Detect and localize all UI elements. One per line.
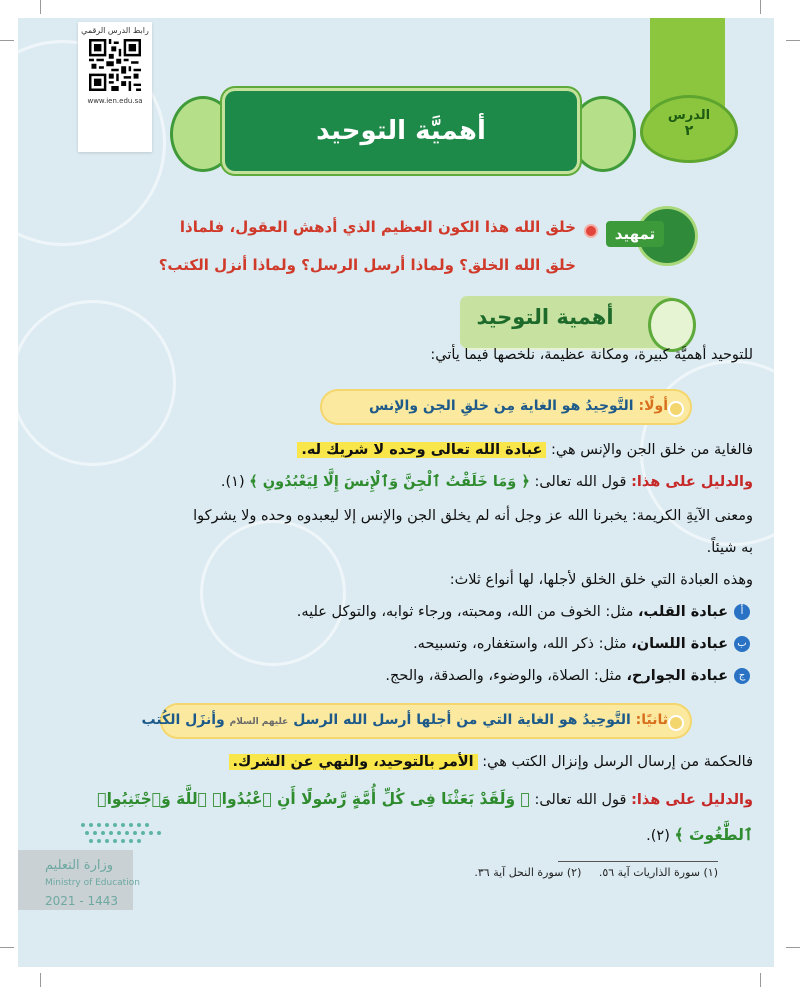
footnotes <box>474 866 718 879</box>
intro-question-line2: خلق الله الخلق؟ ولماذا أرسل الرسل؟ ولماذا أنزل الكتب؟ <box>158 256 576 274</box>
highlighted-text: عبادة الله تعالى وحده لا شريك له. <box>297 442 546 458</box>
footnote-ref: (١). <box>220 474 245 490</box>
qr-code-card[interactable] <box>78 22 152 152</box>
section-lead: للتوحيد أهميَّة كبيرة، ومكانة عظيمة، نلخصها فيما يأتي: <box>430 347 753 363</box>
point-two-text: التَّوحِيدُ هو الغاية التي من أجلها أرسل الله الرسل <box>293 712 631 728</box>
list-text: مثل: الصلاة، والوضوء، والصدقة، والحج. <box>385 668 622 684</box>
evidence-intro: قول الله تعالى: <box>534 792 627 808</box>
point-one-meaning-line2: به شيئاً. <box>706 540 753 556</box>
list-term: عبادة اللسان، <box>631 636 728 652</box>
qr-url[interactable]: www.ien.edu.sa <box>87 97 143 105</box>
background-ornament <box>200 520 346 666</box>
point-one-evidence <box>221 474 753 490</box>
crop-mark <box>40 973 41 987</box>
lesson-label: الدرس <box>667 108 711 123</box>
point-one-meaning-line1: ومعنى الآيةِ الكريمة: يخبرنا الله عز وجل أنه لم يخلق الجن والإنس إلا ليعبدوه وحده ولا يشركوا <box>193 508 753 524</box>
lesson-badge <box>640 95 738 163</box>
quran-verse: ﴿ وَلَقَدْ بَعَثْنَا فِى كُلِّ أُمَّةٍ رَّسُولًا أَنِ ٱعْبُدُوا۟ ٱللَّهَ وَٱجْتَنِبُوا۟ <box>97 790 530 808</box>
crop-mark <box>0 40 14 41</box>
point-two-evidence-line2 <box>646 826 753 844</box>
section-ornament-icon <box>648 298 696 352</box>
point-one-title <box>369 398 668 414</box>
evidence-intro: قول الله تعالى: <box>534 474 627 490</box>
list-item <box>297 604 750 620</box>
evidence-label: والدليل على هذا: <box>631 792 753 808</box>
qr-code-icon <box>89 39 141 91</box>
point-two-evidence <box>97 790 753 808</box>
banner-dot-icon <box>668 715 684 731</box>
list-item <box>413 636 750 652</box>
list-term: عبادة القلب، <box>638 604 728 620</box>
crop-mark <box>760 973 761 987</box>
list-term: عبادة الجوارح، <box>626 668 728 684</box>
point-one-paragraph-1 <box>297 442 753 458</box>
footnote-2: (٢) سورة النحل آية ٣٦. <box>474 866 582 879</box>
list-number-icon: ب <box>734 636 750 652</box>
footnote-1: (١) سورة الذاريات آية ٥٦. <box>598 866 718 879</box>
intro-label: تمهيد <box>606 221 664 247</box>
qr-caption: رابط الدرس الرقمي <box>81 26 149 35</box>
ministry-name-arabic: وزارة التعليم <box>45 858 114 873</box>
bullet-dot-icon <box>584 224 598 238</box>
honorific: عليهم السلام <box>229 717 289 727</box>
crop-mark <box>760 0 761 14</box>
ministry-year: 2021 - 1443 <box>45 894 119 908</box>
title-ornament-right-icon <box>570 96 636 172</box>
point-one-prefix: أولًا: <box>638 398 668 414</box>
list-text: مثل: ذكر الله، واستغفاره، وتسبيحه. <box>413 636 627 652</box>
point-two-title <box>142 712 668 728</box>
crop-mark <box>0 947 14 948</box>
point-two-text-end: وأنزَل الكُتب <box>141 712 225 728</box>
text-plain: فالغاية من خلق الجن والإنس هي: <box>551 442 753 458</box>
point-one-types-lead: وهذه العبادة التي خلق الخلق لأجلها، لها أنواع ثلاث: <box>449 572 753 588</box>
point-one-text: التَّوحِيدُ هو الغاية مِن خلقِ الجن والإنس <box>369 398 634 414</box>
intro-question-line1: خلق الله هذا الكون العظيم الذي أدهش العقول، فلماذا <box>179 218 576 236</box>
list-number-icon: ج <box>734 668 750 684</box>
background-ornament <box>10 300 176 466</box>
point-two-paragraph-1 <box>229 754 753 770</box>
list-number-icon: أ <box>734 604 750 620</box>
quran-verse: ﴿ وَمَا خَلَقْتُ ٱلْجِنَّ وَٱلْإِنسَ إِلَّا لِيَعْبُدُونِ ﴾ <box>249 474 530 490</box>
point-two-prefix: ثانيًا: <box>635 712 668 728</box>
crop-mark <box>786 40 800 41</box>
ministry-name-english: Ministry of Education <box>45 878 140 888</box>
evidence-label: والدليل على هذا: <box>631 474 753 490</box>
banner-dot-icon <box>668 401 684 417</box>
footnote-ref: (٢). <box>646 828 670 844</box>
ministry-dots-icon <box>78 820 173 848</box>
footnote-divider <box>558 861 718 862</box>
crop-mark <box>40 0 41 14</box>
section-title: أهمية التوحيد <box>476 305 614 329</box>
quran-verse: ٱلطَّٰغُوتَ ﴾ <box>674 826 753 844</box>
list-text: مثل: الخوف من الله، ومحبته، ورجاء ثوابه، والتوكل عليه. <box>296 604 634 620</box>
lesson-title: أهميَّة التوحيد <box>225 91 577 171</box>
text-plain: فالحكمة من إرسال الرسل وإنزال الكتب هي: <box>482 754 753 770</box>
list-item <box>385 668 750 684</box>
lesson-number: ٢ <box>684 123 694 139</box>
crop-mark <box>786 947 800 948</box>
highlighted-text: الأمر بالتوحيد، والنهي عن الشرك. <box>229 754 478 770</box>
